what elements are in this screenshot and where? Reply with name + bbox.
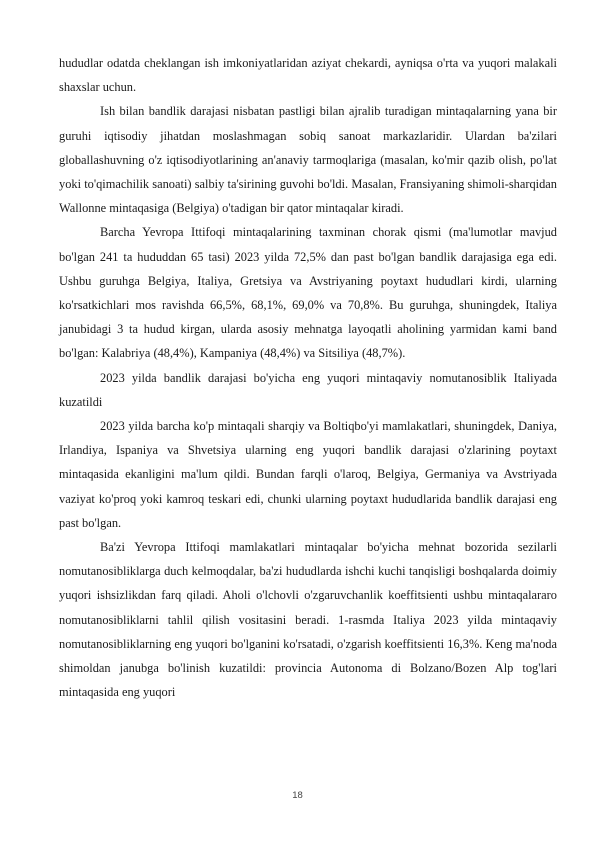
body-text xyxy=(59,51,557,704)
page-number: 18 xyxy=(292,790,303,801)
paragraph-3: Barcha Yevropa Ittifoqi mintaqalarining taxminan chorak qismi (ma'lumotlar mavjud bo'lgan 241 ta hududdan 65 tasi) 2023 yilda 72,5% dan past bo'lgan bandlik darajasiga ega edi. Ushbu guruhga Belgiya, Italiya, Gretsiya va Avstriyaning poytaxt hududlari kirdi, ularning ko'rsatkichlari mos ravishda 66,5%, 68,1%, 69,0% va 70,8%. Bu guruhga, shuningdek, Italiya janubidagi 3 ta hudud kirgan, ularda asosiy mehnatga layoqatli aholining yarmidan kami band bo'lgan: Kalabriya (48,4%), Kampaniya (48,4%) va Sitsiliya (48,7%). xyxy=(59,225,557,361)
paragraph-1: hududlar odatda cheklangan ish imkoniyatlaridan aziyat chekardi, ayniqsa o'rta va yuqori malakali shaxslar uchun. xyxy=(59,56,557,95)
paragraph-4: 2023 yilda bandlik darajasi bo'yicha eng yuqori mintaqaviy nomutanosiblik Italiyada kuzatildi xyxy=(59,370,557,409)
paragraph-5: 2023 yilda barcha ko'p mintaqali sharqiy va Boltiqbo'yi mamlakatlari, shuningdek, Daniya, Irlandiya, Ispaniya va Shvetsiya ularning eng yuqori bandlik darajasi o'zlarining poytaxt mintaqasida ekanligini ma'lum qildi. Bundan farqli o'laroq, Belgiya, Germaniya va Avstriyada vaziyat ko'proq yoki kamroq teskari edi, chunki ularning poytaxt hududlarida bandlik darajasi eng past bo'lgan. xyxy=(59,419,557,530)
paragraph-2: Ish bilan bandlik darajasi nisbatan pastligi bilan ajralib turadigan mintaqalarning yana bir guruhi iqtisodiy jihatdan moslashmagan sobiq sanoat markazlaridir. Ulardan ba'zilari globallashuvning o'z iqtisodiyotlarining an'anaviy tarmoqlariga (masalan, ko'mir qazib olish, po'lat yoki to'qimachilik sanoati) salbiy ta'sirining guvohi bo'ldi. Masalan, Fransiyaning shimoli-sharqidan Wallonne mintaqasiga (Belgiya) o'tadigan bir qator mintaqalar kiradi. xyxy=(59,104,557,216)
paragraph-6: Ba'zi Yevropa Ittifoqi mamlakatlari mintaqalar bo'yicha mehnat bozorida sezilarli nomutanosibliklarga duch kelmoqdalar, ba'zi hududlarda ishchi kuchi tanqisligi boshqalarda doimiy yuqori ishsizlikdan farq qiladi. Aholi o'lchovli o'zgaruvchanlik koeffitsienti ushbu mintaqalararo nomutanosibliklarni tahlil qilish vositasini beradi. 1-rasmda Italiya 2023 yilda mintaqaviy nomutanosibliklarning eng yuqori bo'lganini ko'rsatadi, o'zgarish koeffitsienti 16,3%. Keng ma'noda shimoldan janubga bo'linish kuzatildi: provincia Autonoma di Bolzano/Bozen Alp tog'lari mintaqasida eng yuqori xyxy=(59,540,557,700)
